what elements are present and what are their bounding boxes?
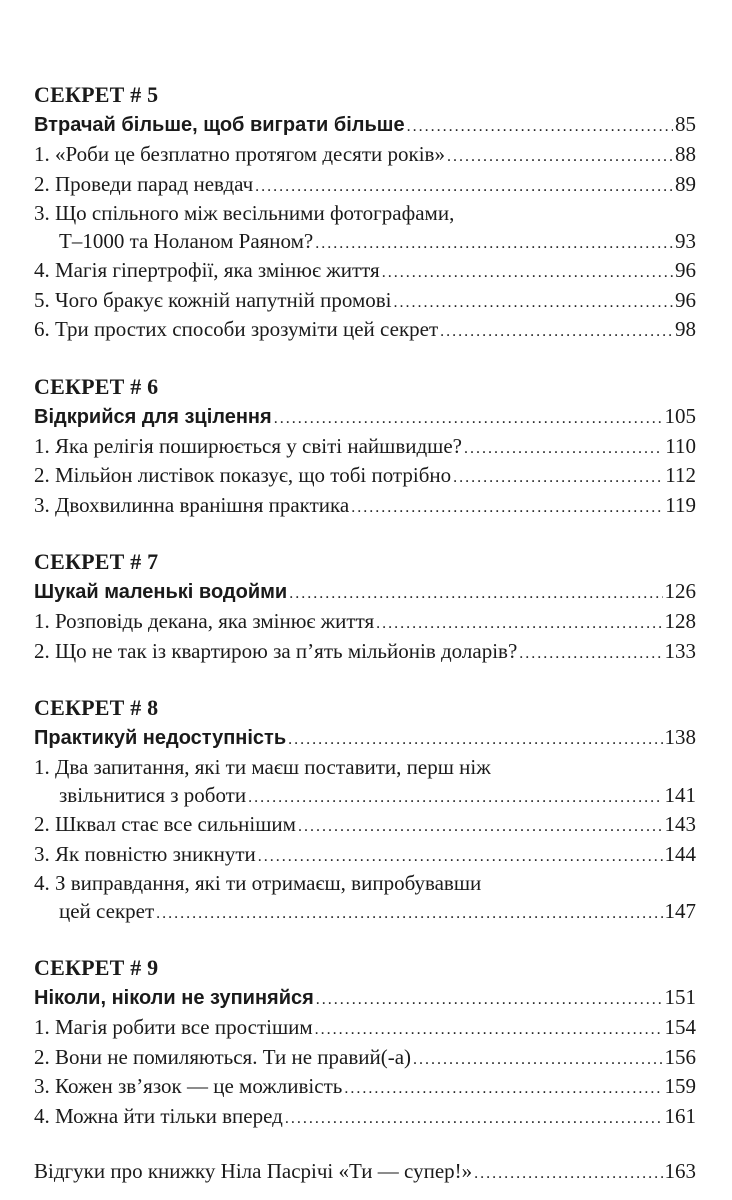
entry-text: 2. Проведи парад невдач — [34, 171, 254, 196]
entry-text: 2. Що не так із квартирою за п’ять мільйонів доларів? — [34, 638, 518, 663]
entry-text: 1. Два запитання, які ти маєш поставити, перш ніж — [34, 755, 491, 779]
entry-text: 6. Три простих способи зрозуміти цей секрет — [34, 317, 439, 341]
chapter-title-text: Ніколи, ніколи не зупиняйся — [34, 987, 314, 1009]
toc-entry — [34, 287, 696, 317]
toc-entry-line2 — [34, 228, 696, 258]
entry-text: 2. Вони не помиляються. Ти не правий(-а) — [34, 1044, 412, 1069]
dot-leader — [382, 259, 673, 287]
toc-entry — [34, 462, 696, 492]
page-number: 133 — [664, 638, 696, 663]
entry-text: 3. Двохвилинна вранішня практика — [34, 492, 350, 517]
entry-text: 5. Чого бракує кожній напутній промові — [34, 287, 392, 312]
section-label: СЕКРЕТ # 9 — [34, 955, 159, 980]
toc-chapter-title — [34, 723, 696, 754]
dot-leader — [316, 986, 663, 1014]
toc-entry — [34, 608, 696, 638]
chapter-title-text: Практикуй недоступність — [34, 727, 287, 749]
chapter-title-text: Відкрийся для зцілення — [34, 405, 272, 428]
section-label: СЕКРЕТ # 8 — [34, 695, 159, 720]
page-number: 156 — [664, 1044, 696, 1069]
toc-entry — [34, 1044, 696, 1074]
section-label: СЕКРЕТ # 5 — [34, 82, 159, 107]
chapter-title-text: Шукай маленькі водойми — [34, 581, 288, 603]
entry-text-continued: звільнитися з роботи — [59, 782, 247, 807]
dot-leader — [344, 1075, 662, 1103]
toc-entry — [34, 638, 696, 668]
toc-section-8 — [34, 693, 696, 927]
page-number: 126 — [664, 579, 696, 603]
entry-text: Відгуки про книжку Ніла Пасрічі «Ти — супер!» — [34, 1159, 473, 1183]
toc-entry — [34, 316, 696, 346]
toc-entry — [34, 1073, 696, 1103]
page-number: 96 — [675, 287, 696, 312]
toc-section-5 — [34, 80, 696, 346]
page-number: 143 — [664, 812, 696, 836]
table-of-contents — [34, 80, 696, 1188]
toc-entry-reviews — [34, 1158, 696, 1188]
entry-text: 3. Кожен зв’язок — це можливість — [34, 1074, 343, 1098]
section-label: СЕКРЕТ # 7 — [34, 549, 159, 574]
page-number: 119 — [665, 492, 696, 517]
dot-leader — [274, 405, 663, 433]
dot-leader — [519, 640, 662, 668]
dot-leader — [407, 113, 673, 141]
entry-text: 4. Магія гіпертрофії, яка змінює життя — [34, 258, 380, 282]
toc-chapter-title — [34, 402, 696, 433]
toc-chapter-title — [34, 110, 696, 141]
page-number: 128 — [664, 609, 696, 633]
toc-entry — [34, 492, 696, 522]
page-number: 141 — [664, 782, 696, 807]
dot-leader — [351, 494, 663, 522]
page-number: 147 — [664, 898, 696, 923]
entry-text-continued: цей секрет — [59, 898, 155, 923]
toc-entry-line1 — [34, 754, 696, 782]
section-label: СЕКРЕТ # 6 — [34, 373, 159, 399]
page-number: 151 — [664, 985, 696, 1009]
entry-text: 4. Можна йти тільки вперед — [34, 1103, 283, 1128]
dot-leader — [447, 143, 673, 171]
page-number: 112 — [665, 463, 696, 487]
dot-leader — [258, 843, 663, 871]
dot-leader — [315, 1016, 663, 1044]
page-number: 144 — [664, 841, 696, 866]
entry-text: 1. «Роби це безплатно протягом десяти років» — [34, 142, 445, 166]
entry-text: 4. З виправдання, які ти отримаєш, випробувавши — [34, 871, 482, 895]
toc-section-7 — [34, 547, 696, 667]
dot-leader — [248, 784, 662, 812]
entry-text: 3. Як повністю зникнути — [34, 841, 256, 866]
toc-chapter-title — [34, 577, 696, 608]
page-number: 98 — [675, 317, 696, 341]
entry-text: 3. Що спільного між весільними фотографами, — [34, 201, 455, 225]
page-number: 85 — [675, 112, 696, 136]
entry-text: 2. Шквал стає все сильнішим — [34, 812, 296, 836]
entry-text: 1. Яка релігія поширюється у світі найшвидше? — [34, 433, 462, 458]
page-number: 138 — [664, 725, 696, 749]
toc-entry — [34, 141, 696, 171]
toc-entry — [34, 841, 696, 871]
page-number: 105 — [664, 403, 696, 428]
dot-leader — [464, 435, 663, 463]
dot-leader — [453, 464, 663, 492]
toc-entry-line1 — [34, 870, 696, 898]
page-number: 89 — [675, 171, 696, 196]
page-number: 96 — [675, 258, 696, 282]
toc-section-6 — [34, 372, 696, 522]
entry-text-continued: Т–1000 та Ноланом Раяном? — [59, 228, 314, 253]
toc-entry-line2 — [34, 782, 696, 812]
entry-text: 1. Магія робити все простішим — [34, 1015, 313, 1039]
dot-leader — [474, 1160, 662, 1188]
entry-text: 2. Мільйон листівок показує, що тобі потрібно — [34, 463, 452, 487]
page-number: 161 — [664, 1103, 696, 1128]
dot-leader — [285, 1105, 663, 1133]
page-number: 93 — [675, 228, 696, 253]
dot-leader — [315, 230, 673, 258]
dot-leader — [393, 289, 673, 317]
toc-entry-line1 — [34, 200, 696, 228]
dot-leader — [298, 813, 663, 841]
toc-entry — [34, 1014, 696, 1044]
toc-section-9 — [34, 953, 696, 1132]
toc-chapter-title — [34, 983, 696, 1014]
dot-leader — [440, 318, 673, 346]
dot-leader — [156, 900, 662, 928]
toc-entry — [34, 433, 696, 463]
page-number: 163 — [664, 1159, 696, 1183]
page-number: 110 — [665, 433, 696, 458]
dot-leader — [288, 726, 662, 754]
page-number: 154 — [664, 1015, 696, 1039]
dot-leader — [289, 580, 662, 608]
entry-text: 1. Розповідь декана, яка змінює життя — [34, 609, 375, 633]
toc-entry — [34, 257, 696, 287]
toc-entry — [34, 171, 696, 201]
dot-leader — [376, 610, 662, 638]
page-number: 88 — [675, 142, 696, 166]
toc-entry — [34, 811, 696, 841]
page-number: 159 — [664, 1074, 696, 1098]
toc-entry-line2 — [34, 898, 696, 928]
dot-leader — [413, 1046, 662, 1074]
dot-leader — [255, 173, 673, 201]
toc-entry — [34, 1103, 696, 1133]
chapter-title-text: Втрачай більше, щоб виграти більше — [34, 114, 405, 136]
